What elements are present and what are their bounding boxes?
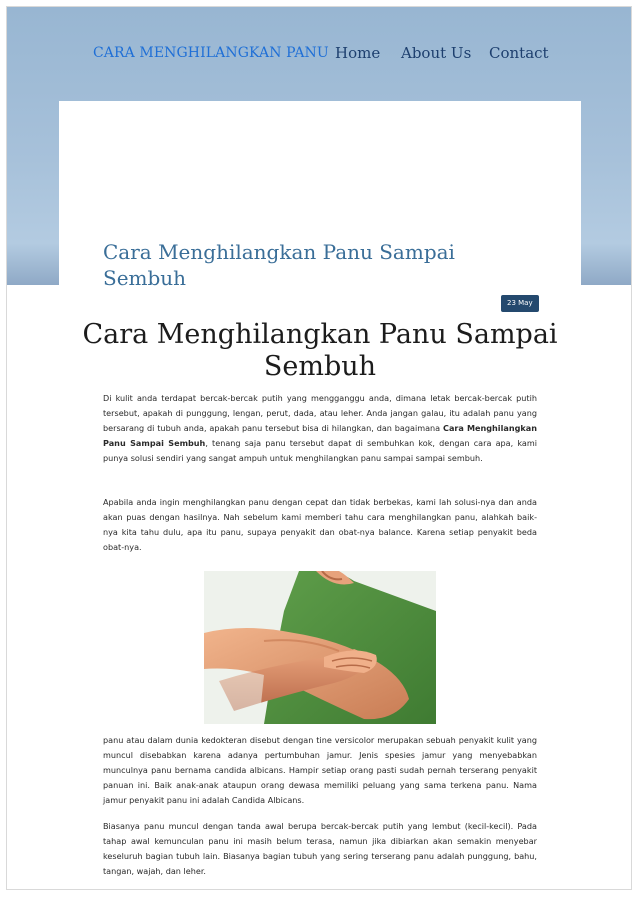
article-photo-elbow <box>204 571 436 724</box>
page-frame <box>6 6 632 890</box>
article-paragraph-2: Apabila anda ingin menghilangkan panu dengan cepat dan tidak berbekas, kami lah solusi-nya dan anda akan puas dengan hasilnya. Nah sebelum kami memberi tahu cara menghilangkan panu, alahkah baik-nya kita tahu dulu, apa itu panu, supaya penyakit dan obat-nya balance. Karena setiap penyakit beda obat-nya. <box>103 497 537 552</box>
nav-home-link[interactable]: Home <box>335 44 381 62</box>
top-navigation <box>7 41 632 71</box>
nav-contact-link[interactable]: Contact <box>489 44 549 62</box>
elbow-photo-illustration <box>204 571 436 724</box>
article-paragraph-3: panu atau dalam dunia kedokteran disebut dengan tine versicolor merupakan sebuah penyakit kulit yang muncul disebabkan karena adanya pertumbuhan jamur. Jenis spesies jamur yang menyebabkan munculnya panu bernama candida albicans. Hampir setiap orang pasti sudah pernah terserang penyakit panuan ini. Baik anak-anak ataupun orang dewasa memiliki peluang yang sama terkena panu. Nama jamur penyakit panu ini adalah Candida Albicans. <box>103 735 537 805</box>
article-paragraph-4: Biasanya panu muncul dengan tanda awal berupa bercak-bercak putih yang lembut (kecil-kecil). Pada tahap awal kemunculan panu ini masih belum terasa, namun jika dibiarkan akan semakin menyebar keseluruh bagian tubuh lain. Biasanya bagian tubuh yang sering terserang panu adalah punggung, bahu, tangan, wajah, dan leher. <box>103 821 537 876</box>
nav-about-us-link[interactable]: About Us <box>401 44 472 62</box>
post-title[interactable]: Cara Menghilangkan Panu Sampai Sembuh <box>103 240 455 290</box>
paragraph-1-text-start: Di kulit anda terdapat bercak-bercak putih yang mengganggu anda, dimana letak bercak-bercak putih tersebut, apakah di punggung, lengan, perut, dada, atau leher. Anda jangan galau, itu adalah panu yang bersarang di tubuh anda, apakah panu tersebut bisa di hilangkan, dan bagaimana <box>103 393 537 433</box>
paragraph-1-text-end: , tenang saja panu tersebut dapat di sembuhkan kok, dengan cara apa, kami punya solusi sendiri yang sangat ampuh untuk menghilangkan panu sampai sampai sembuh. <box>103 438 537 463</box>
post-content-card <box>59 101 581 890</box>
post-date-badge: 23 May <box>501 295 539 312</box>
site-brand-link[interactable]: CARA MENGHILANGKAN PANU <box>93 45 329 61</box>
article-paragraph-1 <box>103 391 537 466</box>
paragraph-1-bold-keyword: Cara Menghilangkan Panu Sampai Sembuh <box>103 423 537 448</box>
article-heading: Cara Menghilangkan Panu Sampai Sembuh <box>82 319 558 382</box>
